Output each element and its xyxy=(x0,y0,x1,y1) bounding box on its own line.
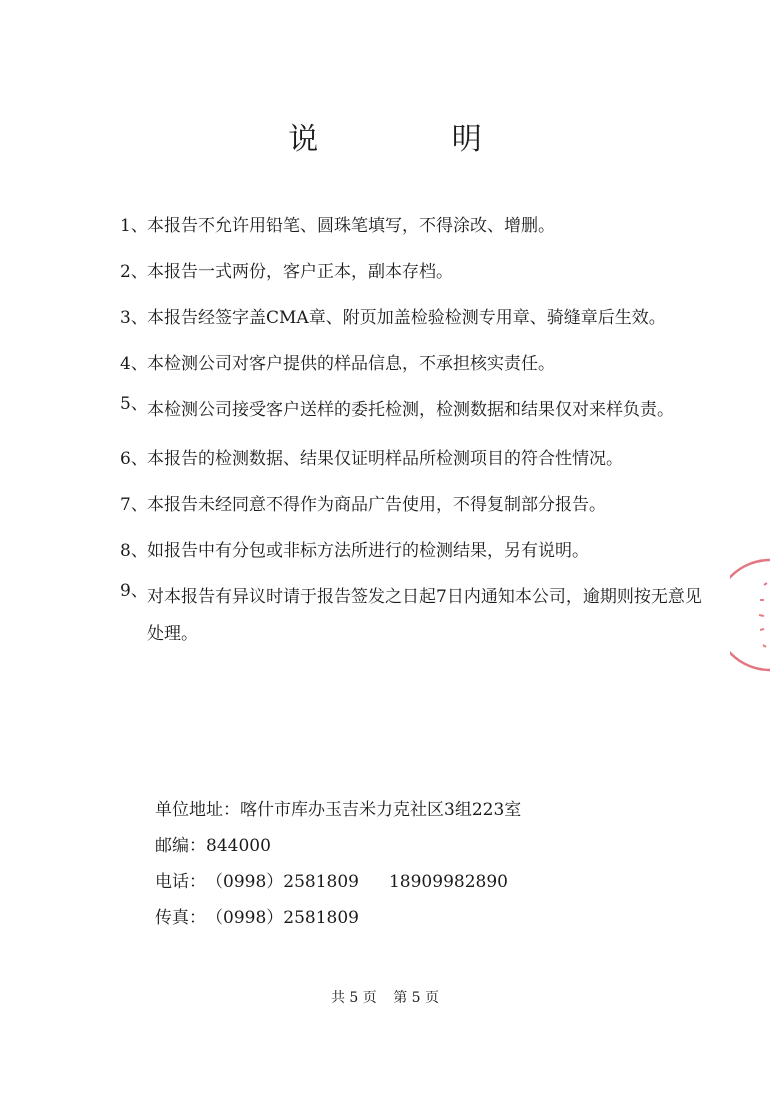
contact-block xyxy=(155,798,521,942)
phone-row xyxy=(155,870,521,895)
note-number: 9、 xyxy=(120,581,148,601)
note-number: 8、 xyxy=(120,541,148,561)
note-text: 本报告经签字盖CMA章、附页加盖检验检测专用章、骑缝章后生效。 xyxy=(147,308,666,328)
page-footer xyxy=(0,988,770,1008)
address-row xyxy=(155,798,521,823)
phone-value: （0998）2581809 xyxy=(206,872,359,892)
note-number: 6、 xyxy=(120,449,148,469)
note-text: 本报告一式两份，客户正本，副本存档。 xyxy=(147,262,453,282)
note-text: 本检测公司接受客户送样的委托检测，检测数据和结果仅对来样负责。 xyxy=(147,400,674,420)
page-total: 共 5 页 xyxy=(330,990,377,1006)
fax-value: （0998）2581809 xyxy=(206,908,359,928)
note-item xyxy=(0,539,770,564)
postcode-row xyxy=(155,834,521,859)
note-number: 4、 xyxy=(120,354,148,374)
fax-label: 传真： xyxy=(155,908,206,928)
note-item xyxy=(0,306,770,331)
note-text: 本报告不允许用铅笔、圆珠笔填写，不得涂改、增删。 xyxy=(147,216,555,236)
notes-list xyxy=(0,214,770,671)
note-number: 2、 xyxy=(120,262,148,282)
note-text: 如报告中有分包或非标方法所进行的检测结果，另有说明。 xyxy=(147,541,589,561)
note-number: 7、 xyxy=(120,495,148,515)
seal-stamp-edge-icon xyxy=(730,555,770,675)
page-title: 说 明 xyxy=(288,122,544,157)
note-item xyxy=(0,447,770,472)
note-number: 5、 xyxy=(120,394,148,414)
note-item xyxy=(0,260,770,285)
note-text: 本报告未经同意不得作为商品广告使用，不得复制部分报告。 xyxy=(147,495,606,515)
note-text: 本检测公司对客户提供的样品信息，不承担核实责任。 xyxy=(147,354,555,374)
postcode-label: 邮编： xyxy=(155,836,206,856)
note-number: 3、 xyxy=(120,308,148,328)
note-item xyxy=(0,214,770,239)
note-item xyxy=(0,352,770,377)
note-item xyxy=(0,392,770,429)
mobile-value: 18909982890 xyxy=(388,872,508,892)
address-value: 喀什市库办玉吉米力克社区3组223室 xyxy=(240,800,522,820)
page-current: 第 5 页 xyxy=(393,990,440,1006)
note-item xyxy=(0,493,770,518)
postcode-value: 844000 xyxy=(206,836,271,856)
note-item xyxy=(0,579,770,653)
address-label: 单位地址： xyxy=(155,800,240,820)
note-text: 本报告的检测数据、结果仅证明样品所检测项目的符合性情况。 xyxy=(147,449,623,469)
note-number: 1、 xyxy=(120,216,148,236)
phone-label: 电话： xyxy=(155,872,206,892)
fax-row xyxy=(155,906,521,931)
note-text: 对本报告有异议时请于报告签发之日起7日内通知本公司，逾期则按无意见处理。 xyxy=(147,587,702,644)
